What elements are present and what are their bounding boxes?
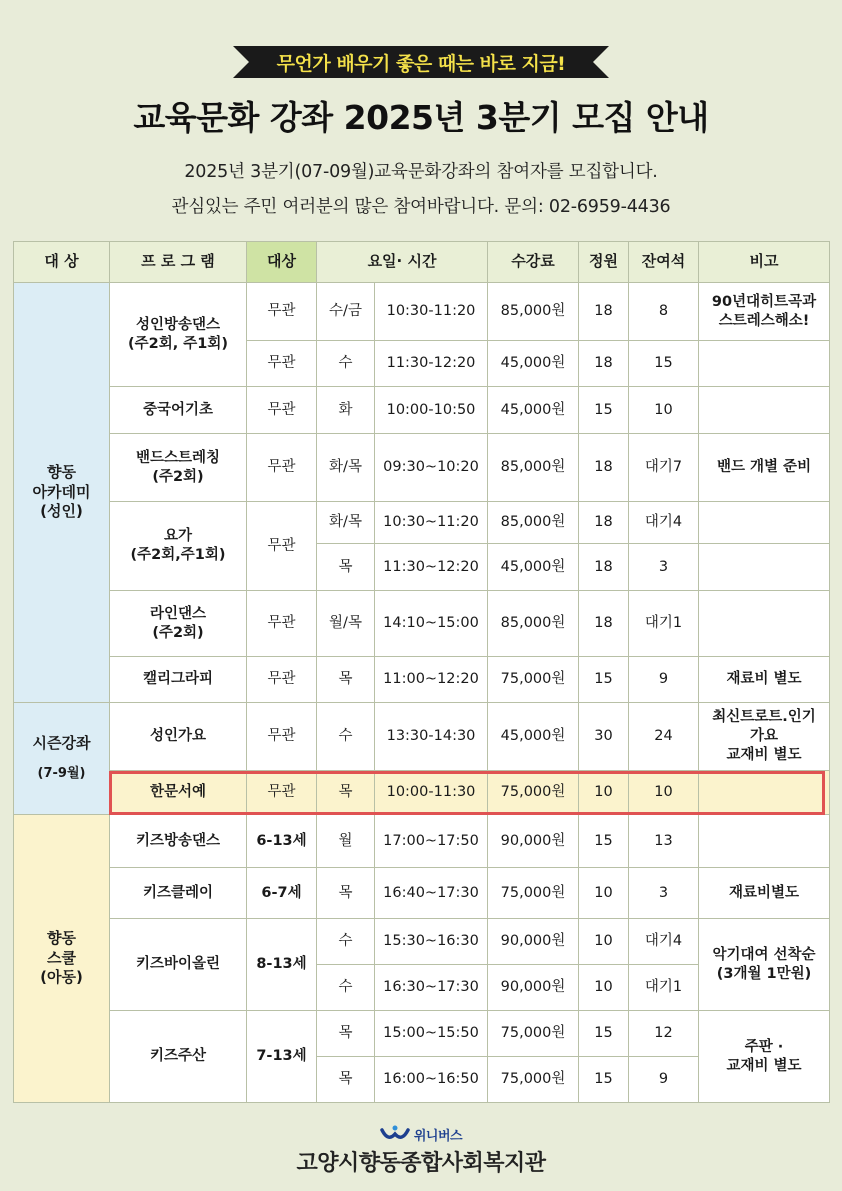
- remaining-cell: 9: [629, 657, 699, 703]
- target-cell: 6-13세: [247, 815, 317, 868]
- program-title: 성인방송댄스: [135, 316, 221, 333]
- time-cell: 10:00-11:30: [375, 771, 488, 815]
- organization-name: 고양시향동종합사회복지관: [296, 1151, 546, 1176]
- remaining-cell: 대기4: [629, 919, 699, 965]
- capacity-cell: 15: [579, 1011, 629, 1057]
- remaining-cell: 9: [629, 1057, 699, 1103]
- day-cell: 화/목: [317, 434, 375, 502]
- day-cell: 목: [317, 1011, 375, 1057]
- remaining-cell: 10: [629, 387, 699, 434]
- fee-cell: 75,000원: [488, 1011, 579, 1057]
- program-name: 중국어기초: [110, 387, 247, 434]
- group-kids-school: [14, 815, 110, 1103]
- program-title: 밴드스트레칭: [135, 449, 221, 466]
- remaining-cell: 3: [629, 868, 699, 919]
- day-cell: 수: [317, 965, 375, 1011]
- fee-cell: 90,000원: [488, 965, 579, 1011]
- time-cell: 11:00~12:20: [375, 657, 488, 703]
- header-group: 대 상: [14, 242, 110, 283]
- capacity-cell: 18: [579, 502, 629, 544]
- remaining-cell: 3: [629, 544, 699, 591]
- note-cell: [699, 283, 830, 341]
- note-cell: [699, 502, 830, 544]
- fee-cell: 45,000원: [488, 341, 579, 387]
- fee-cell: 90,000원: [488, 815, 579, 868]
- target-cell: 무관: [247, 387, 317, 434]
- day-cell: 목: [317, 1057, 375, 1103]
- fee-cell: 85,000원: [488, 434, 579, 502]
- table-row: [14, 815, 830, 868]
- program-name: [110, 283, 247, 387]
- fee-cell: 45,000원: [488, 387, 579, 434]
- table-row: [14, 283, 830, 341]
- capacity-cell: 15: [579, 815, 629, 868]
- day-cell: 목: [317, 544, 375, 591]
- note-line: 스트레스해소!: [718, 312, 810, 329]
- fee-cell: 85,000원: [488, 283, 579, 341]
- remaining-cell: 10: [629, 771, 699, 815]
- note-line: 교재비 별도: [726, 746, 802, 763]
- time-cell: 17:00~17:50: [375, 815, 488, 868]
- fee-cell: 45,000원: [488, 544, 579, 591]
- target-cell: 8-13세: [247, 919, 317, 1011]
- program-name: 키즈주산: [110, 1011, 247, 1103]
- header-remaining: 잔여석: [629, 242, 699, 283]
- time-cell: 11:30~12:20: [375, 544, 488, 591]
- day-cell: 월: [317, 815, 375, 868]
- note-cell: [699, 771, 830, 815]
- day-cell: 목: [317, 657, 375, 703]
- note-line: (3개월 1만원): [716, 965, 812, 982]
- remaining-cell: 12: [629, 1011, 699, 1057]
- table-row: [14, 387, 830, 434]
- group-label: (7-9월): [37, 766, 86, 782]
- program-name: [110, 502, 247, 591]
- fee-cell: 75,000원: [488, 868, 579, 919]
- target-cell: 무관: [247, 434, 317, 502]
- time-cell: 09:30~10:20: [375, 434, 488, 502]
- group-season-course: [14, 703, 110, 815]
- fee-cell: 75,000원: [488, 771, 579, 815]
- note-line: 교재비 별도: [726, 1057, 802, 1074]
- day-cell: 목: [317, 868, 375, 919]
- note-cell: 재료비 별도: [699, 657, 830, 703]
- capacity-cell: 18: [579, 434, 629, 502]
- table-row: [14, 868, 830, 919]
- program-name: [110, 434, 247, 502]
- program-frequency: (주2회): [152, 624, 204, 641]
- table-row: [14, 919, 830, 965]
- note-cell: [699, 703, 830, 771]
- header-fee: 수강료: [488, 242, 579, 283]
- capacity-cell: 30: [579, 703, 629, 771]
- table-row: [14, 434, 830, 502]
- remaining-cell: 15: [629, 341, 699, 387]
- table-row: [14, 1011, 830, 1057]
- note-cell: 밴드 개별 준비: [699, 434, 830, 502]
- target-cell: 무관: [247, 502, 317, 591]
- time-cell: 15:00~15:50: [375, 1011, 488, 1057]
- remaining-cell: 대기1: [629, 591, 699, 657]
- table-row: [14, 657, 830, 703]
- fee-cell: 75,000원: [488, 1057, 579, 1103]
- note-cell: [699, 815, 830, 868]
- target-cell: 무관: [247, 341, 317, 387]
- header-target: 대상: [247, 242, 317, 283]
- note-cell: [699, 1011, 830, 1103]
- target-cell: 무관: [247, 657, 317, 703]
- table-row: [14, 502, 830, 544]
- header-time: 요일· 시간: [317, 242, 488, 283]
- target-cell: 7-13세: [247, 1011, 317, 1103]
- program-frequency: (주2회,주1회): [130, 547, 226, 563]
- logo-icon: [380, 1124, 410, 1144]
- fee-cell: 85,000원: [488, 591, 579, 657]
- schedule-table: [13, 241, 830, 1103]
- subtitle-line-1: 2025년 3분기(07-09월)교육문화강좌의 참여자를 모집합니다.: [184, 162, 658, 182]
- time-cell: 10:30~11:20: [375, 502, 488, 544]
- day-cell: 수: [317, 703, 375, 771]
- remaining-cell: 8: [629, 283, 699, 341]
- capacity-cell: 15: [579, 657, 629, 703]
- time-cell: 15:30~16:30: [375, 919, 488, 965]
- group-label: 향동: [47, 463, 76, 482]
- note-line: 악기대여 선착순: [712, 946, 816, 963]
- remaining-cell: 13: [629, 815, 699, 868]
- capacity-cell: 10: [579, 965, 629, 1011]
- fee-cell: 85,000원: [488, 502, 579, 544]
- note-cell: [699, 341, 830, 387]
- day-cell: 수/금: [317, 283, 375, 341]
- program-name: 키즈바이올린: [110, 919, 247, 1011]
- group-adult-academy: [14, 283, 110, 703]
- day-cell: 수: [317, 919, 375, 965]
- table-row-highlighted: [14, 771, 830, 815]
- banner-text: 무언가 배우기 좋은 때는 바로 지금!: [276, 52, 566, 75]
- time-cell: 16:00~16:50: [375, 1057, 488, 1103]
- day-cell: 목: [317, 771, 375, 815]
- time-cell: 13:30-14:30: [375, 703, 488, 771]
- group-label: 향동: [47, 929, 76, 948]
- remaining-cell: 대기1: [629, 965, 699, 1011]
- note-cell: 재료비별도: [699, 868, 830, 919]
- note-cell: [699, 544, 830, 591]
- day-cell: 화/목: [317, 502, 375, 544]
- time-cell: 11:30-12:20: [375, 341, 488, 387]
- note-line: 가요: [750, 728, 779, 745]
- note-cell: [699, 387, 830, 434]
- capacity-cell: 18: [579, 591, 629, 657]
- capacity-cell: 10: [579, 868, 629, 919]
- target-cell: 무관: [247, 771, 317, 815]
- header-program: 프 로 그 램: [110, 242, 247, 283]
- time-cell: 10:30-11:20: [375, 283, 488, 341]
- note-line: 90년대히트곡과: [711, 293, 817, 310]
- note-cell: [699, 919, 830, 1011]
- group-label: 스쿨: [47, 948, 76, 967]
- group-label: 시즌강좌: [32, 733, 91, 752]
- day-cell: 화: [317, 387, 375, 434]
- target-cell: 무관: [247, 703, 317, 771]
- program-name: [110, 591, 247, 657]
- logo: [0, 1122, 842, 1146]
- day-cell: 수: [317, 341, 375, 387]
- program-frequency: (주2회, 주1회): [127, 335, 229, 352]
- header-row: [14, 242, 830, 283]
- time-cell: 14:10~15:00: [375, 591, 488, 657]
- capacity-cell: 10: [579, 771, 629, 815]
- capacity-cell: 18: [579, 341, 629, 387]
- program-title: 라인댄스: [149, 605, 207, 622]
- logo-brand-text: 위니버스: [413, 1128, 463, 1144]
- remaining-cell: 대기7: [629, 434, 699, 502]
- banner: [233, 43, 609, 81]
- day-cell: 월/목: [317, 591, 375, 657]
- fee-cell: 75,000원: [488, 657, 579, 703]
- program-name: 키즈클레이: [110, 868, 247, 919]
- note-cell: [699, 591, 830, 657]
- program-name: 캘리그라피: [110, 657, 247, 703]
- subtitle-line-2: 관심있는 주민 여러분의 많은 참여바랍니다. 문의: 02-6959-4436: [171, 197, 671, 217]
- target-cell: 무관: [247, 283, 317, 341]
- footer: [0, 1122, 842, 1177]
- group-label: 아카데미: [32, 482, 91, 501]
- capacity-cell: 18: [579, 544, 629, 591]
- group-label: (성인): [40, 502, 83, 521]
- capacity-cell: 18: [579, 283, 629, 341]
- table-row: [14, 591, 830, 657]
- fee-cell: 90,000원: [488, 919, 579, 965]
- page-title: 교육문화 강좌 2025년 3분기 모집 안내: [133, 98, 709, 137]
- remaining-cell: 대기4: [629, 502, 699, 544]
- program-frequency: (주2회): [152, 468, 204, 485]
- capacity-cell: 15: [579, 1057, 629, 1103]
- program-name: 키즈방송댄스: [110, 815, 247, 868]
- header-note: 비고: [699, 242, 830, 283]
- group-label: (아동): [40, 968, 83, 987]
- fee-cell: 45,000원: [488, 703, 579, 771]
- target-cell: 무관: [247, 591, 317, 657]
- program-title: 요가: [163, 528, 192, 545]
- capacity-cell: 10: [579, 919, 629, 965]
- note-line: 최신트로트.인기: [712, 709, 816, 726]
- remaining-cell: 24: [629, 703, 699, 771]
- note-line: 주판 ·: [744, 1038, 784, 1055]
- table-row: [14, 703, 830, 771]
- time-cell: 10:00-10:50: [375, 387, 488, 434]
- target-cell: 6-7세: [247, 868, 317, 919]
- time-cell: 16:40~17:30: [375, 868, 488, 919]
- program-name: 성인가요: [110, 703, 247, 771]
- program-name: 한문서예: [110, 771, 247, 815]
- time-cell: 16:30~17:30: [375, 965, 488, 1011]
- header-capacity: 정원: [579, 242, 629, 283]
- capacity-cell: 15: [579, 387, 629, 434]
